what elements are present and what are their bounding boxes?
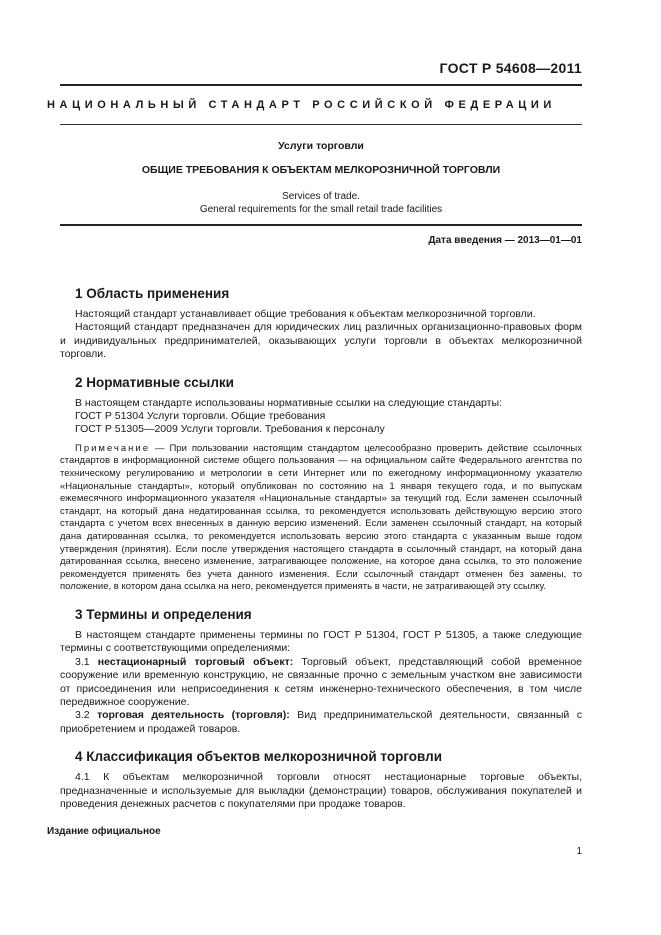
standard-banner: НАЦИОНАЛЬНЫЙ СТАНДАРТ РОССИЙСКОЙ ФЕДЕРАЦИИ xyxy=(47,99,556,111)
paragraph: 4.1 К объектам мелкорозничной торговли относят нестационарные торговые объекты, предназначенные и используемые для выкладки (демонстрации) товаров, обслуживания покупателей и проведения денежных расчетов с покупателями при продаже товаров. xyxy=(60,771,582,811)
paragraph: В настоящем стандарте использованы нормативные ссылки на следующие стандарты: xyxy=(75,396,502,409)
header-rule-top xyxy=(60,84,582,86)
term: торговая деятельность (торговля): xyxy=(97,709,290,722)
header-rule-bottom xyxy=(60,124,582,125)
section-4 xyxy=(60,748,582,811)
paragraph: В настоящем стандарте применены термины по ГОСТ Р 51304, ГОСТ Р 51305, а также следующие термины с соответствующими определениями: xyxy=(60,628,582,655)
section-heading: 2 Нормативные ссылки xyxy=(75,374,234,390)
document-title: ОБЩИЕ ТРЕБОВАНИЯ К ОБЪЕКТАМ МЕЛКОРОЗНИЧНОЙ ТОРГОВЛИ xyxy=(141,164,501,176)
paragraph: Настоящий стандарт устанавливает общие требования к объектам мелкорозничной торговли. xyxy=(75,308,536,320)
reference-item: ГОСТ Р 51305—2009 Услуги торговли. Требования к персоналу xyxy=(75,423,385,436)
document-number: ГОСТ Р 54608—2011 xyxy=(439,60,582,76)
section-3 xyxy=(60,606,582,736)
document-series: Услуги торговли xyxy=(278,140,364,152)
section-heading: 4 Классификация объектов мелкорозничной торговли xyxy=(75,749,443,765)
section-2 xyxy=(60,374,582,594)
section-1 xyxy=(60,285,582,362)
note xyxy=(60,443,582,594)
official-edition-label: Издание официальное xyxy=(47,826,161,837)
term-number: 3.2 xyxy=(75,709,98,722)
effective-date: Дата введения — 2013—01—01 xyxy=(428,235,582,246)
definition: Вид предпринимательской деятельности, связанный с приобретением и продажей товаров. xyxy=(60,709,583,735)
term-number: 3.1 xyxy=(75,655,98,668)
term: нестационарный торговый объект: xyxy=(97,655,294,668)
paragraph: Настоящий стандарт предназначен для юридических лиц различных организационно-правовых форм и индивидуальных предпринимателей, оказывающих услуги торговли в объектах мелкорозничной торговли. xyxy=(60,321,582,361)
term-definition xyxy=(60,656,582,710)
term-definition xyxy=(60,709,582,736)
note-label: Примечание xyxy=(75,442,150,454)
english-title-line-2: General requirements for the small retail trade facilities xyxy=(199,204,443,215)
english-title xyxy=(60,190,582,216)
english-title-line-1: Services of trade. xyxy=(282,191,360,202)
title-rule xyxy=(60,224,582,226)
note-text: — При пользовании настоящим стандартом целесообразно проверить действие ссылочных стандартов в информационной системе общего пользования — на официальном сайте Федерального агентства по техническому регулированию и метрологии в сети Интернет или по ежегодному информационному указателю «Национальные стандарты», который опубликован по состоянию на 1 января текущего года, и по выпускам ежемесячного информационного указателя «Национальные стандарты» за текущий год. Если заменен ссылочный стандарт, на который дана недатированная ссылка, то рекомендуется использовать действующую версию этого стандарта с учетом всех внесенных в данную версию изменений. Если заменен ссылочный стандарт, на который дана датированная ссылка, то рекомендуется использовать версию этого стандарта с указанным выше годом утверждения (принятия). Если после утверждения настоящего стандарта в ссылочный стандарт, на который дана датированная ссылка, внесено изменение, затрагивающее положение, на которое дана ссылка, то это положение рекомендуется применять без учета данного изменения. Если ссылочный стандарт отменен без замены, то положение, в котором дана ссылка на него, рекомендуется применять в части, не затрагивающей эту ссылку. xyxy=(60,442,582,593)
document-body xyxy=(60,285,582,823)
page-number: 1 xyxy=(576,846,582,857)
definition: Торговый объект, представляющий собой временное сооружение или временную конструкцию, не связанные прочно с земельным участком вне зависимости от присоединения или неприсоединения к сетям инженерно-технического обеспечения, в том числе передвижное сооружение. xyxy=(60,655,583,708)
section-heading: 3 Термины и определения xyxy=(75,606,252,622)
section-heading: 1 Область применения xyxy=(75,286,230,301)
reference-item: ГОСТ Р 51304 Услуги торговли. Общие требования xyxy=(75,410,326,423)
